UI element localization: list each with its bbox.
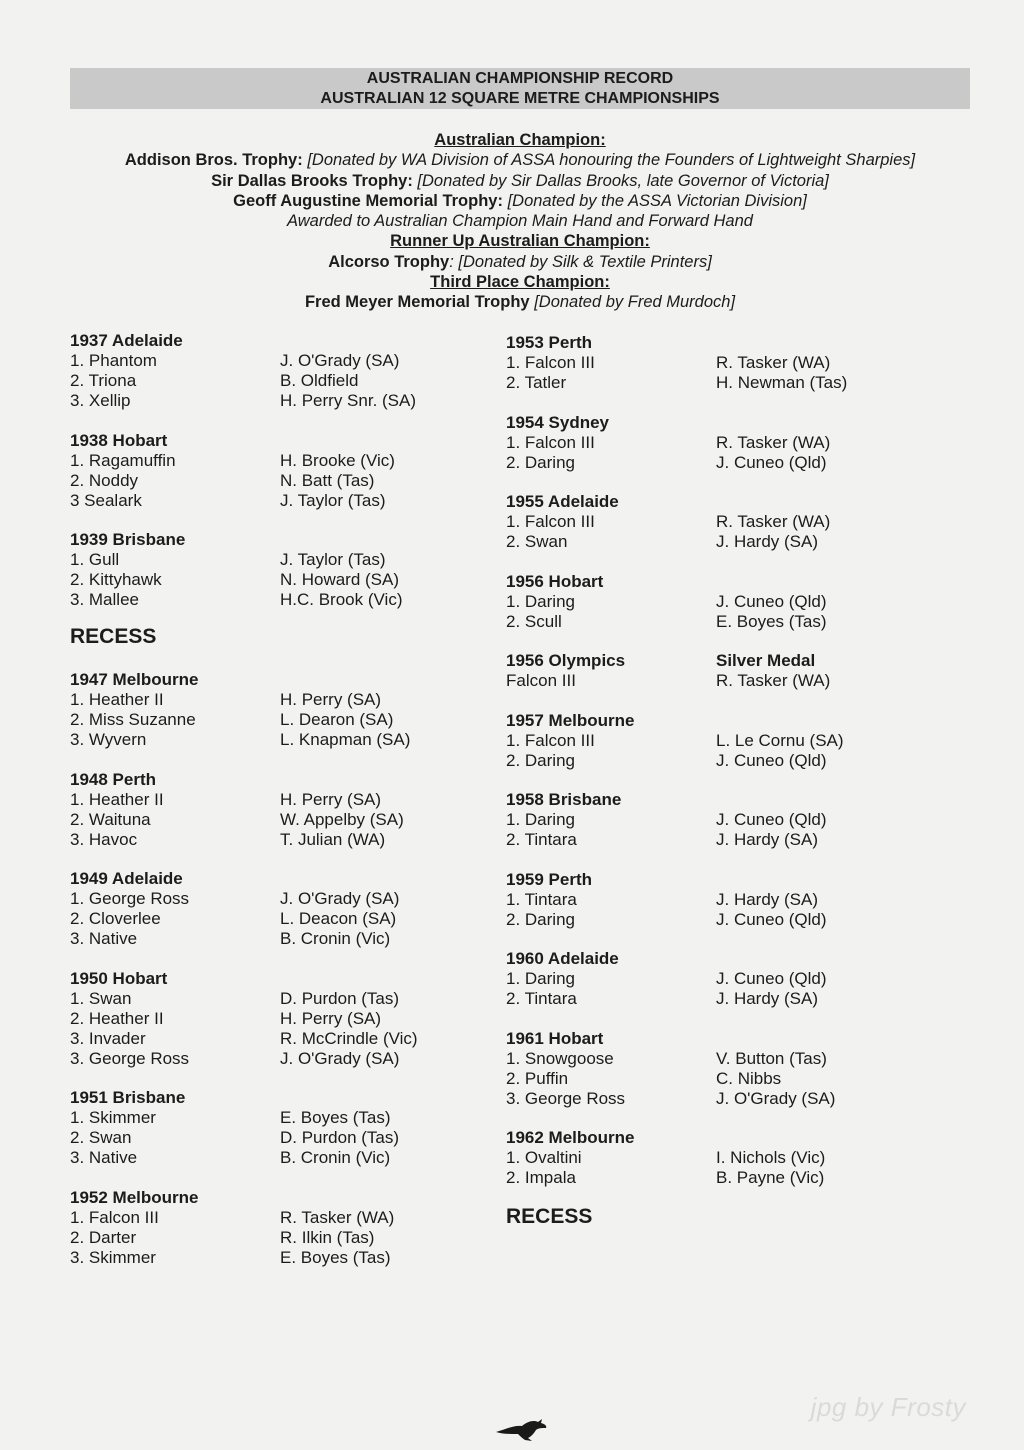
brooks-trophy-line: [40, 171, 1000, 191]
skipper: L. Deacon (SA): [280, 909, 397, 928]
boat: 2. Miss Suzanne: [70, 710, 196, 729]
result-row: [506, 810, 926, 830]
boat: 2. Tatler: [506, 373, 567, 392]
skipper: V. Button (Tas): [716, 1048, 827, 1068]
skipper: C. Nibbs: [716, 1068, 782, 1088]
augustine-trophy-line: [40, 191, 1000, 211]
boat: 2. Noddy: [70, 470, 139, 490]
result-row: [506, 532, 926, 552]
olympics-block: [506, 651, 926, 691]
results-right-column: [506, 333, 926, 1250]
skipper: N. Howard (SA): [280, 570, 400, 589]
year-block-1957: [506, 711, 926, 771]
year-block-1953: [506, 333, 926, 393]
result-row: [506, 373, 926, 393]
skipper: R. Ilkin (Tas): [280, 1227, 375, 1247]
skipper: B. Payne (Vic): [716, 1168, 825, 1187]
boat: 2. Heather II: [70, 1008, 164, 1028]
result-row: [506, 910, 926, 930]
result-row: [506, 453, 926, 473]
result-row: [70, 391, 490, 411]
meyer-trophy-name: Fred Meyer Memorial Trophy: [304, 293, 530, 312]
skipper: J. Cuneo (Qld): [716, 750, 827, 770]
meyer-trophy-line: [40, 292, 1000, 312]
result-row: [70, 929, 490, 949]
skipper: H. Perry (SA): [280, 690, 382, 709]
year-block-1938: [70, 431, 490, 511]
alcorso-trophy-desc: : [Donated by Silk & Textile Printers]: [449, 252, 712, 271]
boat: 1. Heather II: [70, 690, 164, 709]
boat: 1. Falcon III: [506, 512, 595, 531]
result-row: [506, 433, 926, 453]
result-row: [506, 612, 926, 632]
year-title: 1961 Hobart: [506, 1028, 604, 1048]
result-row: [70, 830, 490, 850]
result-row: [506, 592, 926, 612]
year-title: 1938 Hobart: [70, 430, 168, 450]
year-block-1950: [70, 969, 490, 1069]
boat: 3. Wyvern: [70, 730, 147, 749]
skipper: J. Cuneo (Qld): [716, 969, 827, 988]
year-title: 1949 Adelaide: [70, 869, 183, 888]
skipper: L. Knapman (SA): [280, 730, 411, 749]
year-title: 1950 Hobart: [70, 968, 168, 988]
boat: 1. Falcon III: [70, 1207, 159, 1227]
result-row: [70, 1128, 490, 1148]
year-block-1955: [506, 492, 926, 552]
boat: 1. Falcon III: [506, 730, 595, 750]
result-row: [70, 1208, 490, 1228]
skipper: E. Boyes (Tas): [280, 1108, 391, 1127]
boat: 3. Native: [70, 929, 138, 948]
skipper: H. Perry (SA): [280, 789, 382, 809]
boat: 2. Puffin: [506, 1068, 569, 1088]
result-row: [70, 1049, 490, 1069]
skipper: J. Cuneo (Qld): [716, 909, 827, 929]
alcorso-trophy-line: [40, 252, 1000, 272]
year-block-1951: [70, 1088, 490, 1168]
year-block-1952: [70, 1188, 490, 1268]
awarded-note: Awarded to Australian Champion Main Hand and Forward Hand: [287, 212, 753, 231]
result-row: [70, 730, 490, 750]
brooks-trophy-name: Sir Dallas Brooks Trophy:: [211, 171, 413, 190]
result-row: [70, 1029, 490, 1049]
skipper: J. Hardy (SA): [716, 830, 819, 849]
year-title: 1953 Perth: [506, 333, 592, 352]
augustine-trophy-name: Geoff Augustine Memorial Trophy:: [233, 191, 503, 210]
boat: 3 Sealark: [70, 490, 142, 510]
skipper: J. O'Grady (SA): [280, 351, 400, 370]
year-block-1939: [70, 530, 490, 610]
skipper: L. Le Cornu (SA): [716, 730, 844, 750]
skipper: H. Perry Snr. (SA): [280, 391, 417, 410]
year-title: 1958 Brisbane: [506, 790, 622, 809]
skipper: J. Cuneo (Qld): [716, 591, 827, 611]
year-title: 1960 Adelaide: [506, 949, 619, 968]
skipper: H. Brooke (Vic): [280, 450, 395, 470]
title-banner: [70, 68, 970, 109]
skipper: E. Boyes (Tas): [280, 1247, 391, 1267]
boat: 1. Tintara: [506, 889, 577, 909]
result-row: [506, 1148, 926, 1168]
result-row: [70, 351, 490, 371]
result-row: [506, 512, 926, 532]
result-row: [506, 671, 926, 691]
result-row: [70, 690, 490, 710]
year-title: 1939 Brisbane: [70, 530, 186, 549]
year-block-1960: [506, 949, 926, 1009]
boat: 2. Daring: [506, 750, 575, 770]
result-row: [506, 1049, 926, 1069]
year-block-1954: [506, 413, 926, 473]
skipper: J. Taylor (Tas): [280, 490, 386, 510]
boat: Falcon III: [506, 671, 576, 690]
watermark: jpg by Frosty: [810, 1392, 966, 1422]
boat: 2. Tintara: [506, 989, 577, 1008]
year-title: 1955 Adelaide: [506, 492, 619, 511]
boat: 2. Swan: [506, 532, 568, 551]
year-title: 1962 Melbourne: [506, 1128, 635, 1147]
result-row: [70, 491, 490, 511]
boat: 1. Daring: [506, 969, 575, 988]
skipper: J. O'Grady (SA): [716, 1088, 836, 1108]
year-title: 1947 Melbourne: [70, 670, 199, 689]
year-title: 1948 Perth: [70, 769, 156, 789]
result-row: [506, 1089, 926, 1109]
skipper: B. Oldfield: [280, 371, 359, 390]
boat: 1. Snowgoose: [506, 1048, 614, 1068]
boat: 1. Daring: [506, 591, 575, 611]
year-title: 1959 Perth: [506, 869, 592, 889]
boat: 1. Ovaltini: [506, 1148, 582, 1167]
result-row: [70, 451, 490, 471]
boat: 3. Mallee: [70, 590, 139, 609]
boat: 1. Falcon III: [506, 432, 595, 452]
year-title: 1954 Sydney: [506, 412, 610, 432]
result-row: [70, 590, 490, 610]
year-title: 1952 Melbourne: [70, 1187, 199, 1207]
addison-trophy-line: [40, 150, 1000, 170]
result-row: [70, 1248, 490, 1268]
boat: 1. Phantom: [70, 351, 157, 370]
year-title: 1951 Brisbane: [70, 1088, 186, 1107]
result-row: [506, 830, 926, 850]
skipper: J. O'Grady (SA): [280, 1048, 400, 1068]
result-row: [70, 1228, 490, 1248]
result-row: [506, 989, 926, 1009]
year-block-1959: [506, 870, 926, 930]
boat: 3. George Ross: [70, 1048, 190, 1068]
skipper: R. Tasker (WA): [716, 353, 831, 372]
result-row: [506, 1168, 926, 1188]
boat: 1. George Ross: [70, 889, 190, 908]
result-row: [70, 989, 490, 1009]
boat: 2. Tintara: [506, 830, 577, 849]
addison-trophy-name: Addison Bros. Trophy:: [124, 151, 303, 170]
boat: 1. Daring: [506, 810, 575, 829]
year-title: 1956 Hobart: [506, 571, 604, 591]
olympics-title-row: [506, 651, 926, 671]
skipper: L. Dearon (SA): [280, 710, 394, 729]
result-row: [70, 550, 490, 570]
boat: 3. Havoc: [70, 829, 138, 849]
title-line-2: AUSTRALIAN 12 SQUARE METRE CHAMPIONSHIPS: [320, 90, 720, 107]
year-block-1949: [70, 869, 490, 949]
result-row: [70, 909, 490, 929]
runner-up-heading: Runner Up Australian Champion:: [390, 232, 650, 251]
skipper: W. Appelby (SA): [280, 809, 404, 829]
skipper: J. Hardy (SA): [716, 532, 819, 551]
result-row: [70, 570, 490, 590]
skipper: J. Cuneo (Qld): [716, 452, 827, 472]
olympics-title: 1956 Olympics: [506, 651, 626, 670]
result-row: [70, 1148, 490, 1168]
result-row: [506, 890, 926, 910]
result-row: [70, 810, 490, 830]
skipper: T. Julian (WA): [280, 829, 386, 849]
skipper: H.C. Brook (Vic): [280, 590, 403, 609]
result-row: [506, 751, 926, 771]
result-row: [70, 710, 490, 730]
result-row: [506, 353, 926, 373]
boat: 3. Native: [70, 1148, 138, 1167]
result-row: [70, 471, 490, 491]
boat: 1. Skimmer: [70, 1108, 156, 1127]
result-row: [506, 969, 926, 989]
skipper: R. Tasker (WA): [280, 1207, 395, 1227]
meyer-trophy-desc: [Donated by Fred Murdoch]: [534, 293, 736, 312]
boat: 2. Kittyhawk: [70, 570, 162, 589]
boat: 3. Xellip: [70, 391, 131, 410]
year-title: 1937 Adelaide: [70, 331, 183, 350]
boat: 1. Falcon III: [506, 353, 595, 372]
boat: 1. Gull: [70, 550, 120, 569]
year-block-1958: [506, 790, 926, 850]
skipper: J. Hardy (SA): [716, 889, 819, 909]
boat: 2. Darter: [70, 1227, 137, 1247]
results-left-column: [70, 331, 490, 1287]
skipper: B. Cronin (Vic): [280, 1148, 391, 1167]
skipper: R. Tasker (WA): [716, 512, 831, 531]
result-row: [70, 371, 490, 391]
skipper: J. O'Grady (SA): [280, 889, 400, 908]
skipper: E. Boyes (Tas): [716, 611, 827, 631]
result-row: [70, 889, 490, 909]
boat: 2. Daring: [506, 452, 575, 472]
year-block-1947: [70, 670, 490, 750]
boat: 2. Triona: [70, 371, 137, 390]
skipper: R. Tasker (WA): [716, 432, 831, 452]
skipper: J. Cuneo (Qld): [716, 810, 827, 829]
skipper: N. Batt (Tas): [280, 470, 375, 490]
skipper: D. Purdon (Tas): [280, 1128, 400, 1147]
skipper: H. Perry (SA): [280, 1008, 382, 1028]
boat: 2. Impala: [506, 1168, 576, 1187]
alcorso-trophy-name: Alcorso Trophy: [328, 252, 450, 271]
trophy-list: [40, 130, 1000, 313]
recess-label: RECESS: [70, 625, 157, 648]
boat: 1. Ragamuffin: [70, 450, 176, 470]
boat: 3. Skimmer: [70, 1247, 156, 1267]
skipper: R. McCrindle (Vic): [280, 1028, 418, 1048]
boat: 2. Daring: [506, 909, 575, 929]
year-block-1937: [70, 331, 490, 411]
skipper: J. Hardy (SA): [716, 989, 819, 1008]
recess-label: RECESS: [506, 1205, 593, 1228]
result-row: [506, 731, 926, 751]
year-block-1962: [506, 1128, 926, 1188]
boat: 1. Swan: [70, 988, 132, 1008]
skipper: R. Tasker (WA): [716, 671, 831, 690]
third-place-heading: Third Place Champion:: [430, 273, 610, 292]
brooks-trophy-desc: [Donated by Sir Dallas Brooks, late Governor of Victoria]: [417, 171, 829, 190]
augustine-trophy-desc: [Donated by the ASSA Victorian Division]: [507, 191, 807, 210]
medal-label: Silver Medal: [716, 651, 816, 670]
year-block-1948: [70, 770, 490, 850]
champion-heading: Australian Champion:: [434, 131, 606, 149]
skipper: B. Cronin (Vic): [280, 929, 391, 948]
skipper: I. Nichols (Vic): [716, 1148, 826, 1167]
year-title: 1957 Melbourne: [506, 710, 635, 730]
boat: 3. George Ross: [506, 1088, 626, 1108]
title-line-1: AUSTRALIAN CHAMPIONSHIP RECORD: [366, 70, 674, 87]
boat: 1. Heather II: [70, 789, 164, 809]
boat: 3. Invader: [70, 1028, 146, 1048]
result-row: [70, 1108, 490, 1128]
boat: 2. Waituna: [70, 809, 151, 829]
boat: 2. Swan: [70, 1128, 132, 1147]
skipper: J. Taylor (Tas): [280, 550, 386, 569]
skipper: D. Purdon (Tas): [280, 988, 400, 1008]
kangaroo-icon: [492, 1412, 552, 1442]
year-block-1961: [506, 1029, 926, 1109]
boat: 2. Scull: [506, 611, 562, 631]
result-row: [506, 1069, 926, 1089]
addison-trophy-desc: [Donated by WA Division of ASSA honouring the Founders of Lightweight Sharpies]: [307, 151, 916, 170]
result-row: [70, 1009, 490, 1029]
skipper: H. Newman (Tas): [716, 373, 848, 392]
result-row: [70, 790, 490, 810]
boat: 2. Cloverlee: [70, 909, 161, 928]
year-block-1956: [506, 572, 926, 632]
